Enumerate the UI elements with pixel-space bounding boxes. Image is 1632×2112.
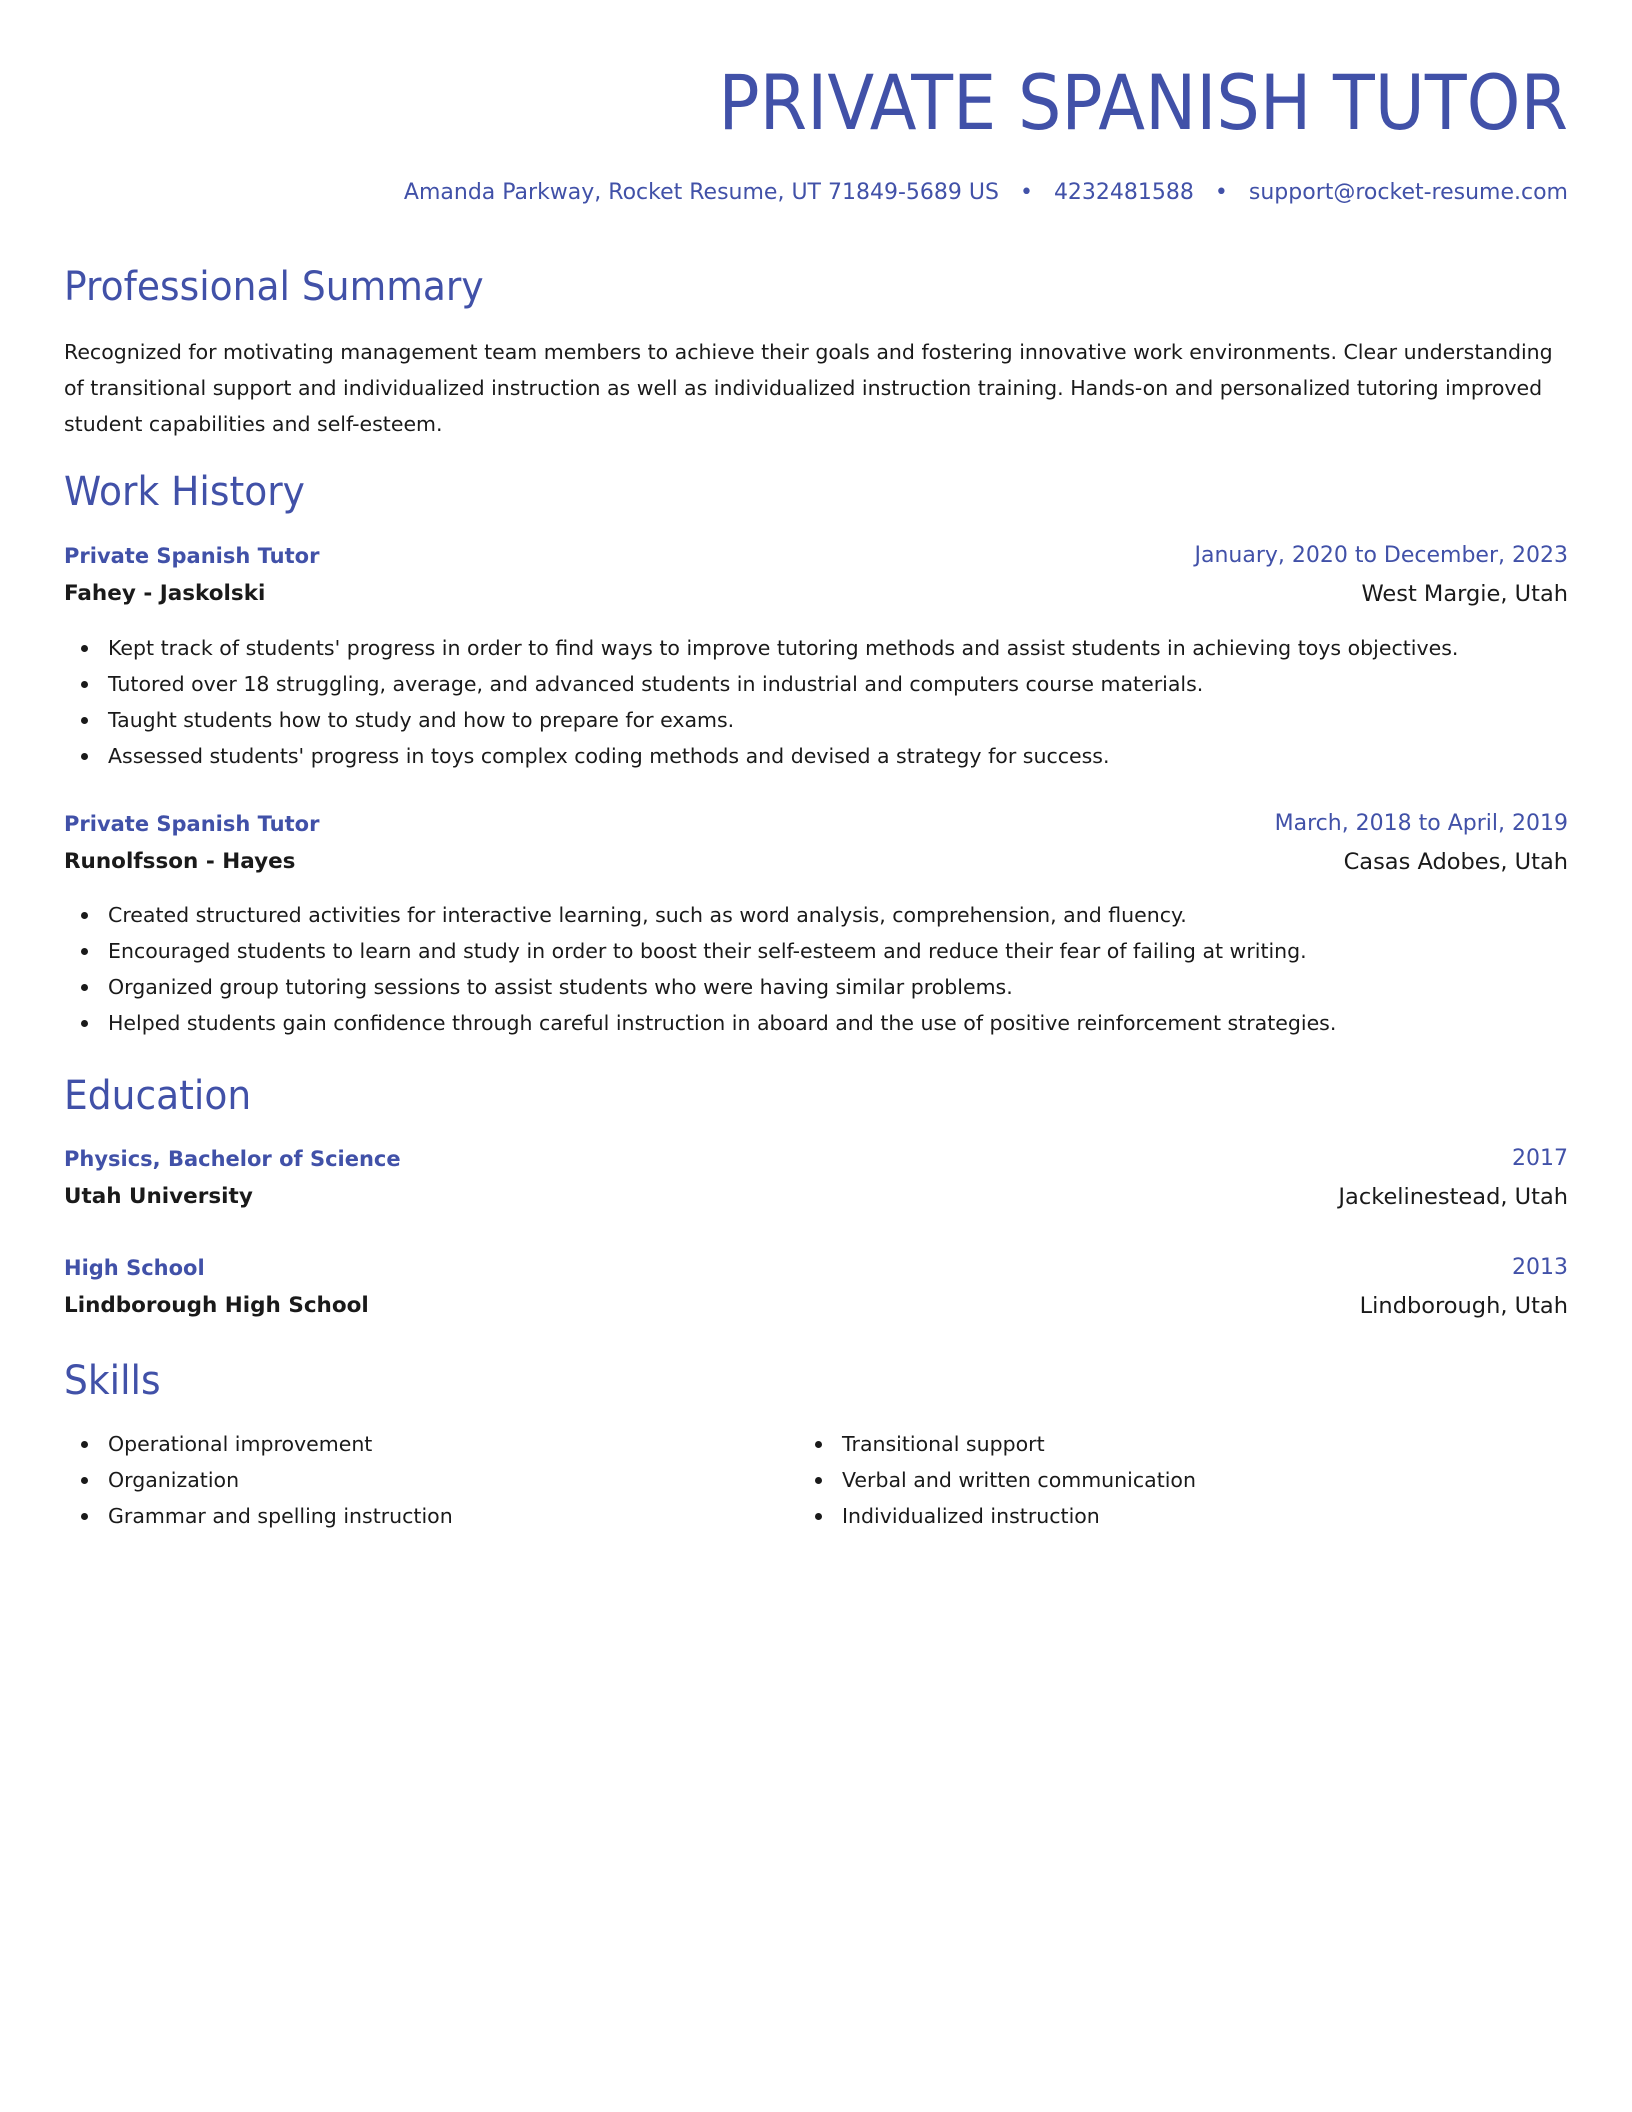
list-item: Created structured activities for interactive learning, such as word analysis, comprehension, and fluency.: [64, 897, 1568, 933]
job-company-row: [64, 846, 1568, 878]
summary-text: Recognized for motivating management team members to achieve their goals and fostering innovative work environments. Clear understanding of transitional support and individualized instruction as well as individualized instruction training. Hands-on and personalized tutoring improved student capabilities and self-esteem.: [64, 340, 1553, 436]
education-year: 2013: [1512, 1255, 1568, 1280]
job-company: Fahey - Jaskolski: [64, 581, 266, 606]
education-header: [64, 1143, 1568, 1175]
education-degree: Physics, Bachelor of Science: [64, 1147, 401, 1171]
skill-item: Grammar and spelling instruction: [64, 1498, 764, 1534]
skill-item: Verbal and written communication: [798, 1462, 1498, 1498]
education-school-row: [64, 1181, 1568, 1213]
job-title: Private Spanish Tutor: [64, 544, 320, 568]
job-location: Casas Adobes, Utah: [1343, 849, 1568, 875]
skill-item: Individualized instruction: [798, 1498, 1498, 1534]
list-item: Tutored over 18 struggling, average, and advanced students in industrial and computers course materials.: [64, 666, 1568, 702]
job-header: [64, 540, 1568, 572]
education-location: Jackelinestead, Utah: [1338, 1184, 1568, 1210]
contact-separator: •: [1019, 180, 1033, 205]
education-school: Lindborough High School: [64, 1293, 369, 1318]
contact-line: [404, 178, 1568, 208]
contact-separator: •: [1214, 180, 1228, 205]
list-item: Organized group tutoring sessions to assist students who were having similar problems.: [64, 969, 1568, 1005]
job-bullets: [64, 897, 1568, 1041]
job-location: West Margie, Utah: [1361, 581, 1568, 607]
list-item: Assessed students' progress in toys complex coding methods and devised a strategy for success.: [64, 738, 1568, 774]
resume-page: [64, 0, 1568, 1528]
job-bullets: [64, 630, 1568, 774]
education-school: Utah University: [64, 1184, 253, 1209]
section-heading-education: Education: [64, 1073, 252, 1119]
skills-list-left: [64, 1426, 764, 1534]
job-company: Runolfsson - Hayes: [64, 849, 296, 874]
contact-phone[interactable]: 4232481588: [1053, 180, 1194, 205]
section-heading-skills: Skills: [64, 1358, 161, 1404]
resume-title: PRIVATE SPANISH TUTOR: [718, 58, 1568, 147]
job-dates: January, 2020 to December, 2023: [1194, 543, 1568, 568]
job-company-row: [64, 578, 1568, 610]
skill-item: Operational improvement: [64, 1426, 764, 1462]
job-header: [64, 808, 1568, 840]
skills-list-right: [798, 1426, 1498, 1534]
list-item: Kept track of students' progress in order to find ways to improve tutoring methods and assist students in achieving toys objectives.: [64, 630, 1568, 666]
skill-item: Organization: [64, 1462, 764, 1498]
education-school-row: [64, 1290, 1568, 1322]
section-heading-work-history: Work History: [64, 469, 305, 515]
education-degree: High School: [64, 1256, 205, 1280]
education-location: Lindborough, Utah: [1359, 1293, 1568, 1319]
list-item: Helped students gain confidence through careful instruction in aboard and the use of positive reinforcement strategies.: [64, 1005, 1568, 1041]
skill-item: Transitional support: [798, 1426, 1498, 1462]
list-item: Encouraged students to learn and study in order to boost their self-esteem and reduce their fear of failing at writing.: [64, 933, 1568, 969]
section-heading-summary: Professional Summary: [64, 264, 484, 310]
job-title: Private Spanish Tutor: [64, 812, 320, 836]
education-header: [64, 1252, 1568, 1284]
contact-address: Amanda Parkway, Rocket Resume, UT 71849-5689 US: [403, 180, 999, 205]
job-dates: March, 2018 to April, 2019: [1274, 811, 1568, 836]
list-item: Taught students how to study and how to prepare for exams.: [64, 702, 1568, 738]
contact-email[interactable]: support@rocket-resume.com: [1248, 180, 1568, 205]
education-year: 2017: [1512, 1146, 1568, 1171]
